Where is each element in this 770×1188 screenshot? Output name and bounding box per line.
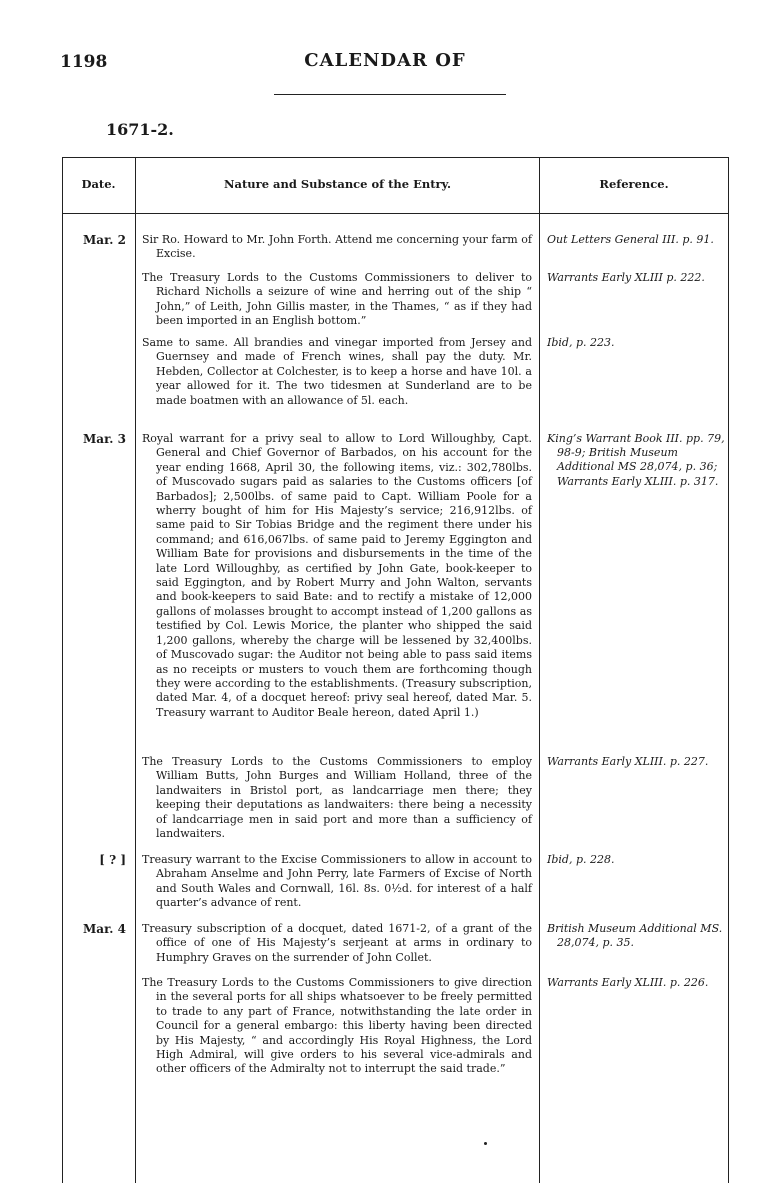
row-reference: Out Letters General III. p. 91. bbox=[547, 233, 714, 246]
row-entry: Same to same. All brandies and vinegar imported from Jersey and Guernsey and made of French wines, shall pay the duty. Mr. Hebden, Collector at Colchester, is to keep a horse and have 10l. a year allowed for it. The two tidesmen at Sunderland are to be made boatmen with an allowance of 5l. each. bbox=[142, 336, 532, 407]
row-reference: Ibid, p. 228. bbox=[547, 853, 615, 866]
column-header-date: Date. bbox=[81, 177, 116, 191]
page-number: 1198 bbox=[60, 52, 108, 72]
column-header-reference: Reference. bbox=[599, 177, 669, 191]
table-outer-left bbox=[62, 157, 63, 1183]
row-reference: Warrants Early XLIII. p. 227. bbox=[547, 755, 709, 768]
column-divider-right bbox=[539, 157, 540, 1183]
year-heading: 1671-2. bbox=[106, 120, 174, 139]
row-date: Mar. 3 bbox=[83, 432, 126, 446]
column-header-nature: Nature and Substance of the Entry. bbox=[224, 177, 451, 191]
row-reference: Warrants Early XLIII. p. 226. bbox=[547, 976, 709, 989]
row-entry: The Treasury Lords to the Customs Commissioners to employ William Butts, John Burges and William Holland, three of the landwaiters in Bristol port, as landcarriage men there; they keeping their deputations as landwaiters: there being a necessity of landcarriage men in said port and more than a sufficiency of landwaiters. bbox=[142, 755, 532, 841]
row-reference: King’s Warrant Book III. pp. 79, 98-9; British Museum Additional MS 28,074, p. 36; Warrants Early XLIII. p. 317. bbox=[547, 432, 725, 488]
row-entry: The Treasury Lords to the Customs Commissioners to deliver to Richard Nicholls a seizure of wine and herring out of the ship “ John,” of Leith, John Gillis master, in the Thames, “ as if they had been imported in an English bottom.” bbox=[142, 271, 532, 328]
table-outer-right bbox=[728, 157, 729, 1183]
row-reference: Ibid, p. 223. bbox=[547, 336, 615, 349]
row-entry: Sir Ro. Howard to Mr. John Forth. Attend me concerning your farm of Excise. bbox=[142, 233, 532, 261]
row-reference: British Museum Additional MS. 28,074, p. 35. bbox=[547, 922, 723, 950]
row-date: Mar. 2 bbox=[83, 233, 126, 247]
row-entry: The Treasury Lords to the Customs Commissioners to give direction in the several ports for all ships whatsoever to be freely permitted to trade to any part of France, notwithstanding the late order in Council for a general embargo: this liberty having been directed by His Majesty, “ and accordingly His Royal Highness, the Lord High Admiral, will give orders to his several vice-admirals and other officers of the Admiralty not to interrupt the said trade.” bbox=[142, 976, 532, 1076]
row-entry: Treasury subscription of a docquet, dated 1671-2, of a grant of the office of one of His Majesty’s serjeant at arms in ordinary to Humphry Graves on the surrender of John Collet. bbox=[142, 922, 532, 964]
print-speck bbox=[484, 1142, 487, 1145]
row-date: Mar. 4 bbox=[83, 922, 126, 936]
row-entry: Royal warrant for a privy seal to allow to Lord Willoughby, Capt. General and Chief Governor of Barbados, on his account for the year ending 1668, April 30, the following items, viz.: 302,780lbs. of Muscovado sugars paid as salaries to the Customs officers [of Barbados]; 2,500lbs. of same paid to Capt. William Poole for a wherry bought of him for His Majesty’s service; 216,912lbs. of same paid to Sir Tobias Bridge and the regiment there under his command; and 616,067lbs. of same paid to Jeremy Eggington and William Bate for provisions and disbursements in the time of the late Lord Willoughby, as certified by John Gate, book-keeper to said Eggington, and by Robert Murry and John Walton, servants and book-keepers to said Bate: and to rectify a mistake of 12,000 gallons of molasses brought to accompt instead of 1,200 gallons as testified by Col. Lewis Morice, the planter who shipped the said 1,200 gallons, whereby the charge will be lessened by 32,400lbs. of Muscovado sugar: the Auditor not being able to pass said items as no receipts or musters to vouch them are forthcoming though they were according to the establishments. (Treasury subscription, dated Mar. 4, of a docquet hereof: privy seal hereof, dated Mar. 5. Treasury warrant to Auditor Beale hereon, dated April 1.) bbox=[142, 432, 532, 719]
row-entry: Treasury warrant to the Excise Commissioners to allow in account to Abraham Anselme and John Perry, late Farmers of Excise of North and South Wales and Cornwall, 16l. 8s. 0½d. for interest of a half quarter’s advance of rent. bbox=[142, 853, 532, 910]
header-rule bbox=[274, 94, 506, 95]
header-bottom-rule bbox=[62, 213, 728, 214]
column-divider-left bbox=[135, 157, 136, 1183]
row-reference: Warrants Early XLIII p. 222. bbox=[547, 271, 705, 284]
row-date: [ ? ] bbox=[99, 853, 126, 867]
running-title: CALENDAR OF bbox=[304, 50, 466, 71]
